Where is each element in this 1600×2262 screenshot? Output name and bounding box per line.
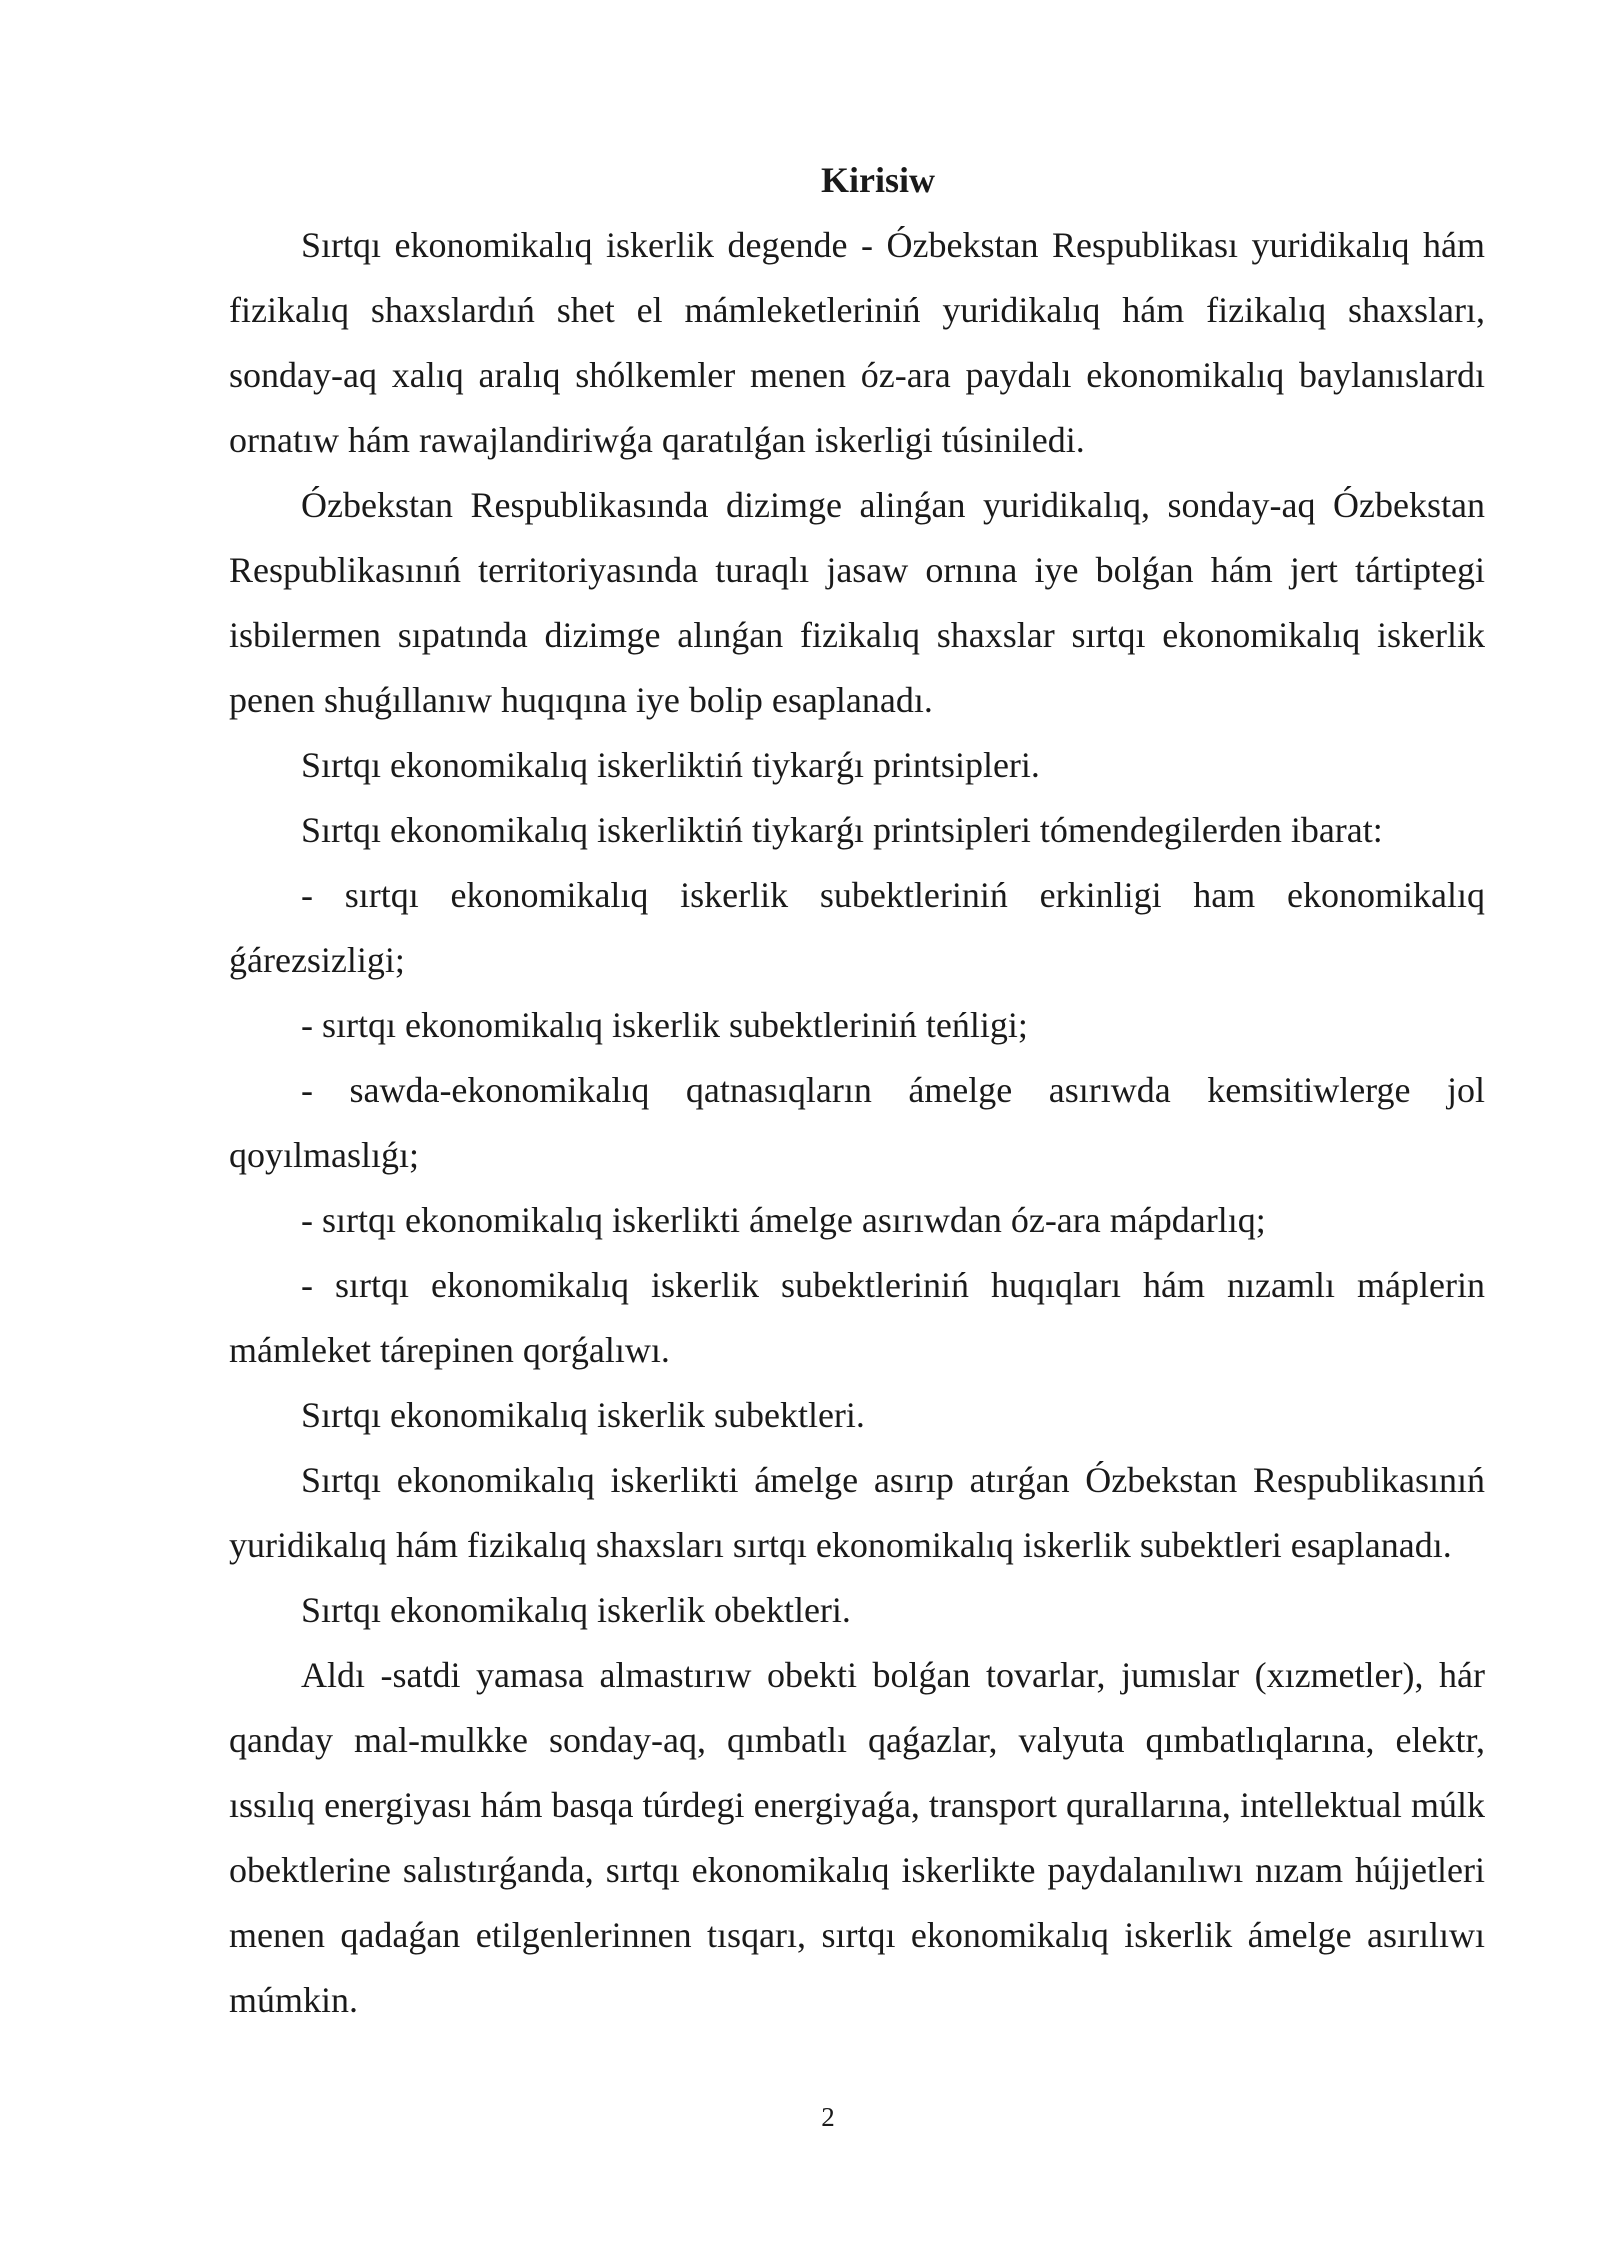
page-body (229, 148, 1485, 2033)
page-number: 2 (821, 2102, 835, 2132)
paragraph-subjects: Sırtqı ekonomikalıq iskerlikti ámelge asırıp atırǵan Ózbekstan Respublikasınıń yuridikalıq hám fizikalıq shaxsları sırtqı ekonomikalıq iskerlik subektleri esaplanadı. (229, 1460, 1485, 1565)
paragraph-definition: Sırtqı ekonomikalıq iskerlik degende - Ózbekstan Respublikası yuridikalıq hám fizikalıq shaxslardıń shet el mámleketleriniń yuridikalıq hám fizikalıq shaxsları, sonday-aq xalıq aralıq shólkemler menen óz-ara paydalı ekonomikalıq baylanıslardı ornatıw hám rawajlandiriwǵa qaratılǵan iskerligi túsiniledi. (229, 225, 1485, 460)
paragraph-principles-heading: Sırtqı ekonomikalıq iskerliktiń tiykarǵı printsipleri. (301, 745, 1040, 785)
list-item-freedom: - sırtqı ekonomikalıq iskerlik subektleriniń erkinligi ham ekonomikalıq ǵárezsizligi; (229, 875, 1485, 980)
page-title: Kirisiw (821, 160, 935, 200)
list-item-equality: - sırtqı ekonomikalıq iskerlik subektleriniń teńligi; (301, 1005, 1028, 1045)
paragraph-subjects-heading: Sırtqı ekonomikalıq iskerlik subektleri. (301, 1395, 865, 1435)
paragraph-objects-heading: Sırtqı ekonomikalıq iskerlik obektleri. (301, 1590, 851, 1630)
paragraph-eligibility: Ózbekstan Respublikasında dizimge alinǵan yuridikalıq, sonday-aq Ózbekstan Respublikasınıń territoriyasında turaqlı jasaw ornına iye bolǵan hám jert tártiptegi isbilermen sıpatında dizimge alınǵan fizikalıq shaxslar sırtqı ekonomikalıq iskerlik penen shuǵıllanıw huqıqına iye bolip esaplanadı. (229, 485, 1485, 720)
list-item-non-discrimination: - sawda-ekonomikalıq qatnasıqların ámelge asırıwda kemsitiwlerge jol qoyılmaslıǵı; (229, 1070, 1485, 1175)
paragraph-principles-intro: Sırtqı ekonomikalıq iskerliktiń tiykarǵı printsipleri tómendegilerden ibarat: (301, 810, 1383, 850)
list-item-state-protection: - sırtqı ekonomikalıq iskerlik subektleriniń huqıqları hám nızamlı máplerin mámleket tárepinen qorǵalıwı. (229, 1265, 1485, 1370)
list-item-mutual-interest: - sırtqı ekonomikalıq iskerlikti ámelge asırıwdan óz-ara mápdarlıq; (301, 1200, 1266, 1240)
paragraph-objects: Aldı -satdi yamasa almastırıw obekti bolǵan tovarlar, jumıslar (xızmetler), hár qanday mal-mulkke sonday-aq, qımbatlı qaǵazlar, valyuta qımbatlıqlarına, elektr, ıssılıq energiyası hám basqa túrdegi energiyaǵa, transport qurallarına, intellektual múlk obektlerine salıstırǵanda, sırtqı ekonomikalıq iskerlikte paydalanılıwı nızam hújjetleri menen qadaǵan etilgenlerinnen tısqarı, sırtqı ekonomikalıq iskerlik ámelge asırılıwı múmkin. (229, 1655, 1485, 2020)
